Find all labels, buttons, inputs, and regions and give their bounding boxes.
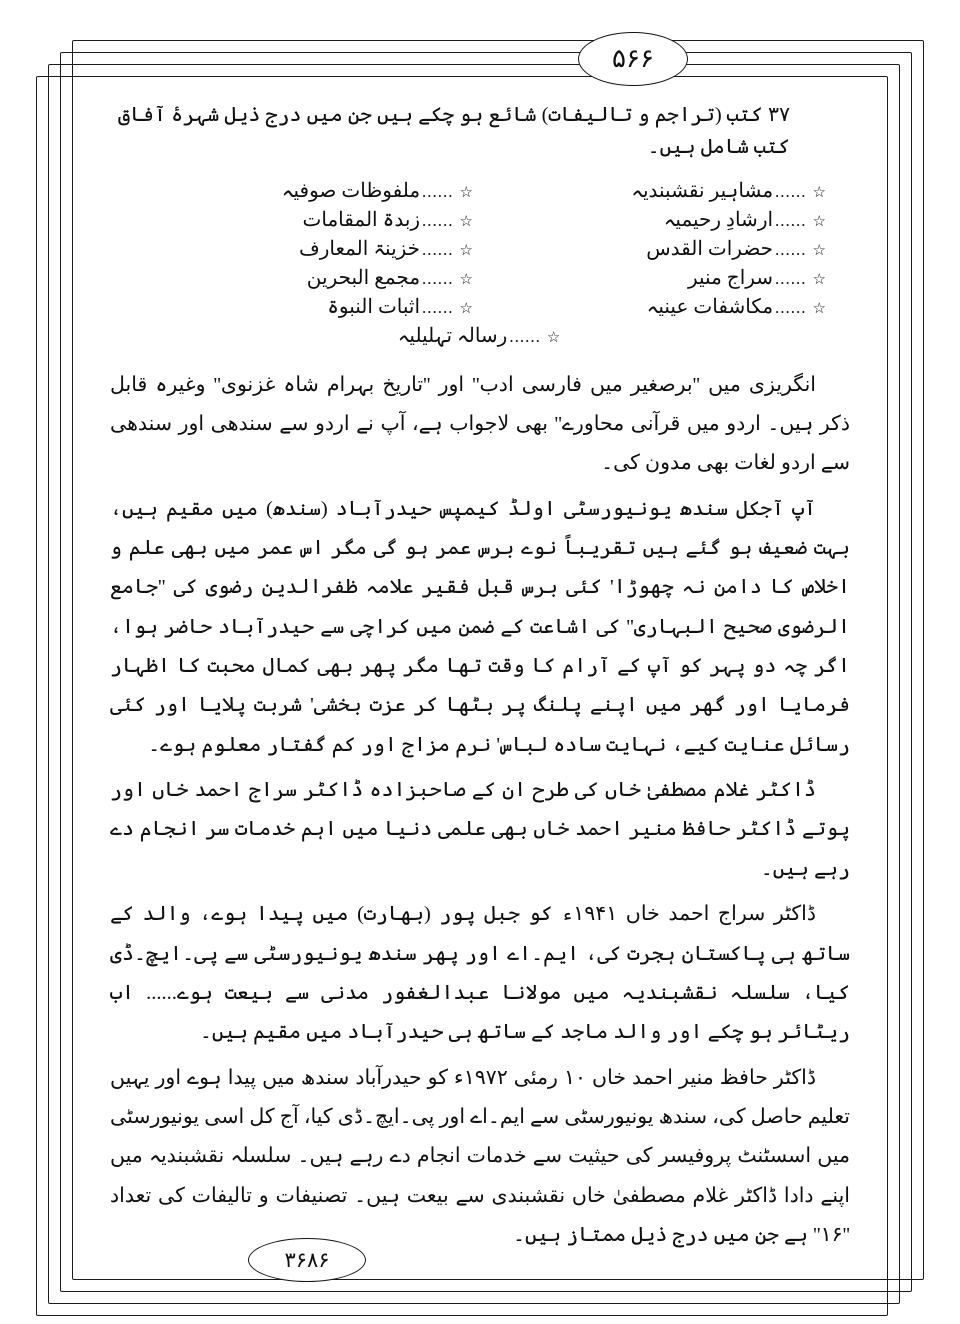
- star-icon: ☆: [459, 184, 473, 201]
- list-item: [132, 178, 475, 203]
- star-icon: ☆: [459, 213, 473, 230]
- leader-dots: ......: [775, 181, 807, 201]
- leader-dots: ......: [422, 268, 454, 288]
- book-title: مکاشفات عینیہ: [646, 295, 774, 318]
- book-title: سراج منیر: [687, 266, 774, 289]
- star-icon: ☆: [812, 184, 826, 201]
- body-paragraph-2: آپ آجکل سندھ یونیورسٹی اولڈ کیمپس حیدرآباد (سندھ) میں مقیم ہیں، بہت ضعیف ہو گئے ہیں تقریباً نوے برس عمر ہو گی مگر اس عمر میں بھی علم و اخلاص کا دامن نہ چھوڑا' کئی برس قبل فقیر علامہ ظفرالدین رضوی کی ''جامع الرضوی صحیح البہاری'' کی اشاعت کے ضمن میں کراچی سے حیدرآباد حاضر ہوا، اگر چہ دو پہر کو آپ کے آرام کا وقت تھا مگر پھر بھی کمال محبت کا اظہار فرمایا اور گھر میں اپنے پلنگ پر بٹھا کر عزت بخشی' شربت پلایا اور کئی رسائل عنایت کیے، نہایت سادہ لباس' نرم مزاج اور کم گفتار معلوم ہوے۔: [110, 497, 850, 756]
- list-item: [132, 323, 828, 348]
- list-item: [132, 236, 475, 261]
- page-number-top: ۵۶۶: [578, 32, 688, 86]
- list-item: [485, 236, 828, 261]
- body-paragraph-1: انگریزی میں ''برصغیر میں فارسی ادب'' اور ''تاریخ بہرام شاہ غزنوی'' وغیرہ قابل ذکر ہیں۔ اردو میں قرآنی محاورے'' بھی لاجواب ہے، آپ نے اردو سے سندھی اور سندھی سے اردو لغات بھی مدون کی۔: [110, 373, 850, 475]
- book-title: مجمع البحرین: [306, 266, 421, 289]
- leader-dots: ......: [422, 297, 454, 317]
- list-item: [485, 294, 828, 319]
- leader-dots: ......: [775, 239, 807, 259]
- list-item: [485, 207, 828, 232]
- star-icon: ☆: [459, 300, 473, 317]
- list-item: [485, 178, 828, 203]
- list-item: [132, 207, 475, 232]
- book-title: خزینۃ المعارف: [298, 237, 421, 260]
- leader-dots: ......: [775, 268, 807, 288]
- book-title: مشاہیر نقشبندیہ: [631, 179, 774, 202]
- list-item: [132, 265, 475, 290]
- leader-dots: ......: [422, 239, 454, 259]
- body-paragraph-3: ڈاکٹر غلام مصطفیٰ خاں کی طرح ان کے صاحبزادہ ڈاکٹر سراج احمد خاں اور پوتے ڈاکٹر حافظ منیر احمد خاں بھی علمی دنیا میں اہم خدمات سر انجام دے رہے ہیں۔: [110, 779, 850, 880]
- star-icon: ☆: [459, 271, 473, 288]
- list-item: [132, 294, 475, 319]
- book-title: اثبات النبوۃ: [327, 295, 421, 318]
- body-paragraph-5: ڈاکٹر حافظ منیر احمد خاں ۱۰ رمئی ۱۹۷۲ء کو حیدرآباد سندھ میں پیدا ہوے اور یہیں تعلیم حاصل کی، سندھ یونیورسٹی سے ایم۔اے اور پی۔ایچ۔ڈی کیا، آج کل اسی یونیورسٹی میں اسسٹنٹ پروفیسر کی حیثیت سے خدمات انجام دے رہے ہیں۔ سلسلہ نقشبندیہ میں اپنے دادا ڈاکٹر غلام مصطفیٰ خاں نقشبندی سے بیعت ہیں۔ تصنیفات و تالیفات کی تعداد ''۱۶'' ہے جن میں درج ذیل ممتاز ہیں۔: [110, 1066, 850, 1247]
- leader-dots: ......: [422, 210, 454, 230]
- leader-dots: ......: [775, 297, 807, 317]
- star-icon: ☆: [812, 300, 826, 317]
- body-paragraph-4: ڈاکٹر سراج احمد خاں ۱۹۴۱ء کو جبل پور (بھارت) میں پیدا ہوے، والد کے ساتھ ہی پاکستان ہجرت کی، ایم۔اے اور پھر سندھ یونیورسٹی سے پی۔ایچ۔ڈی کیا، سلسلہ نقشبندیہ میں مولانا عبدالغفور مدنی سے بیعت ہوے...... اب ریٹائر ہو چکے اور والد ماجد کے ساتھ ہی حیدرآباد میں مقیم ہیں۔: [110, 903, 850, 1044]
- page-number-bottom: ۳۶۸۶: [248, 1238, 366, 1282]
- book-title: رسالہ تہلیلیہ: [397, 324, 508, 347]
- leader-dots: ......: [775, 210, 807, 230]
- star-icon: ☆: [812, 242, 826, 259]
- leader-dots: ......: [422, 181, 454, 201]
- book-title: زبدۃ المقامات: [302, 208, 421, 231]
- star-icon: ☆: [812, 271, 826, 288]
- book-title: حضرات القدس: [646, 237, 774, 260]
- star-icon: ☆: [812, 213, 826, 230]
- star-icon: ☆: [546, 329, 561, 346]
- page-content: [110, 100, 850, 1247]
- star-icon: ☆: [459, 242, 473, 259]
- intro-line: ۳۷ کتب (تراجم و تالیفات) شائع ہو چکے ہیں جن میں درج ذیل شہرۂ آفاق کتب شامل ہیں۔: [118, 104, 790, 158]
- book-title: ارشادِ رحیمیہ: [663, 208, 774, 231]
- leader-dots: ......: [509, 326, 541, 346]
- book-list: [110, 178, 850, 348]
- book-title: ملفوظات صوفیہ: [281, 179, 421, 202]
- list-item: [485, 265, 828, 290]
